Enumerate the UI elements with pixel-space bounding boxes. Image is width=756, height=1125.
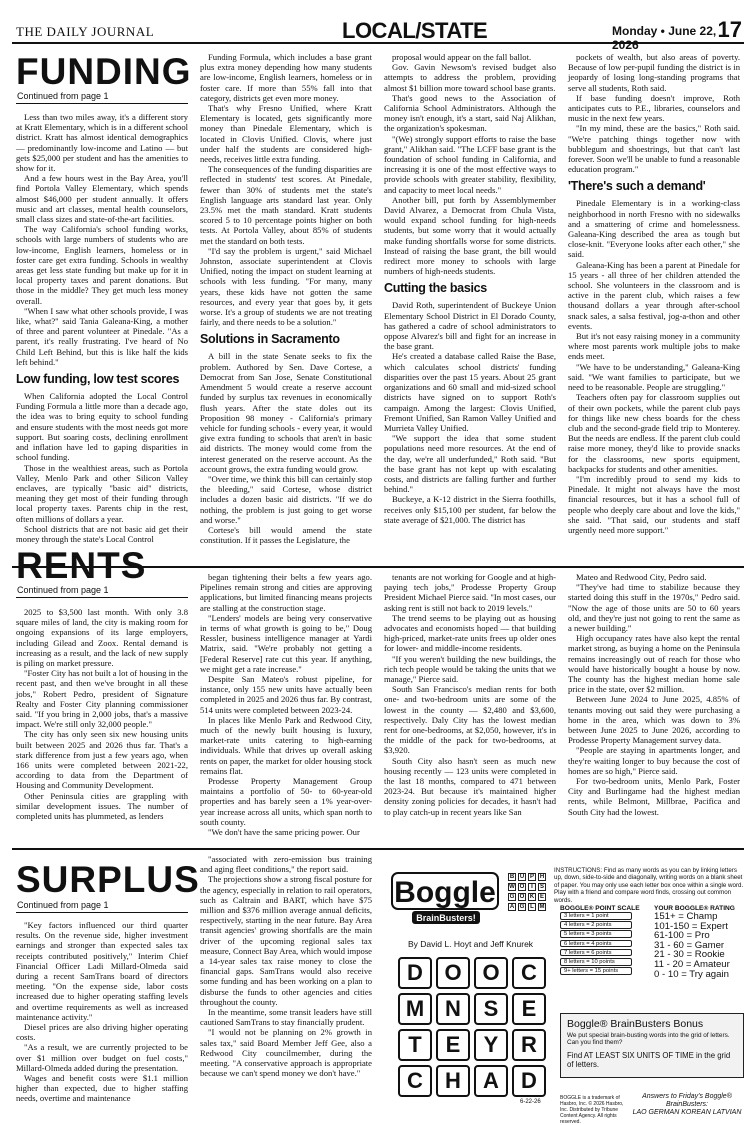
paragraph: pockets of wealth, but also areas of poverty. Because of low per-pupil funding the district is in jeopardy of losing long-standing programs that serve all students, Roth said. xyxy=(568,52,740,93)
paragraph: South City also hasn't seen as much new housing recently — 123 units were completed in the last 18 months, compared to 471 between 2023-24. But because it's maintained higher density zoning policies for decades, it hasn't had to play catch-up in recent years like San xyxy=(384,755,556,817)
paragraph: Those in the wealthiest areas, such as Portola Valley, Menlo Park and other Silicon Valley enclaves, are typically "basic aid" districts, meaning they get most of their funding through local property taxes. Parents chip in the rest, often millions of dollars a year. xyxy=(16,462,188,524)
paragraph: He's created a database called Raise the Base, which calculates school districts' funding disparities over the past 15 years. About 25 grant organizations and 60 small and mid-sized school districts have signed on to support Roth's campaign. Among the largest: Clovis Unified, Fremont Unified, San Ramon Valley Unified and Murrieta Valley Unified. xyxy=(384,351,556,433)
boggle-point-scale xyxy=(560,905,640,976)
boggle-puzzle xyxy=(390,867,744,1125)
paragraph: "I would not be planning on 2% growth in sales tax," said Board Member Jeff Gee, also a Redwood City councilmember, during the meeting. "A conservative approach is appropriate because we can't spend money we don't have." xyxy=(200,1027,372,1079)
funding-col4-paras xyxy=(568,52,740,174)
mini-grid-cell: G xyxy=(509,894,515,900)
rating-item: 61-100 = Pro xyxy=(654,930,710,942)
mini-grid-cell: B xyxy=(509,874,515,880)
boggle-letter-grid xyxy=(398,957,548,1101)
paragraph: "I'd say the problem is urgent," said Michael Johnston, associate superintendent at Clovis Unified, noting the impact on student learning at schools with less funding. "For many, many years, these kids have not gotten the same resources, and every year that goes by, it gets worse. It's a group of students we are not treating fairly, and there needs to be a solution." xyxy=(200,245,372,328)
mini-grid-cell: E xyxy=(539,894,544,900)
funding-column-3 xyxy=(384,52,556,560)
mini-grid-cell: G xyxy=(519,904,525,910)
boggle-logo-sub: BrainBusters! xyxy=(416,913,476,923)
funding-col3b-paras xyxy=(384,300,556,524)
paragraph: "If you weren't building the new buildings, the rich tech people would be taking the units that we manage," Pierce said. xyxy=(384,653,556,685)
grid-row xyxy=(398,1065,548,1097)
boggle-logo-word: Boggle xyxy=(394,876,496,909)
paragraph: 2025 to $3,500 last month. With only 3.8 square miles of land, the city is making room for ongoing expansions of its large employers, including Gilead and Zoox. Rental demand is increasing as a result, and the lack of new supply is piling on market pressure. xyxy=(16,607,188,669)
masthead xyxy=(12,17,744,52)
paragraph: "Over time, we think this bill can certainly stop the bleeding," said Cortese, whose district includes a dozen basic aid districts. "If we do nothing, the problem is just going to get worse and worse." xyxy=(200,473,372,525)
paragraph: Another bill, put forth by Assemblymember David Alvarez, a Democrat from Chula Vista, would expand school funding for high-needs students, but some worry that it would actually make funding shortfalls worse for some districts. Instead of raising the base grant, the bill would redirect more money to schools with large numbers of high-needs students. xyxy=(384,194,556,277)
letter-cube: S xyxy=(474,993,508,1025)
paragraph: "Lenders' models are being very conservative in terms of what growth is going to be," Doug Ressler, business intelligence manager at Yardi Matrix, said. "We're probably not getting a [Federal Reserve] rate cut this year. If anything, we might get a rate increase." xyxy=(200,612,372,674)
surplus-col1-paras xyxy=(16,920,188,1104)
funding-col2-paras xyxy=(200,52,372,327)
mini-grid-cell: L xyxy=(528,903,536,911)
boggle-rating xyxy=(654,905,735,979)
paragraph: "We don't have the same pricing power. Our xyxy=(208,827,360,838)
paragraph: Prodesse Property Management Group maintains a portfolio of 50- to 60-year-old properties and has barely seen a 1% year-over-year increase across all units, which span north to south county. xyxy=(200,776,372,827)
surplus-col2-paras xyxy=(200,854,372,1078)
grid-row xyxy=(398,1029,548,1061)
funding-column-2 xyxy=(200,52,372,560)
boggle-bonus-box xyxy=(560,1013,744,1078)
paragraph: The consequences of the funding disparities are reflected in students' test scores. At Pinedale, fewer than 30% of students met the state's English language arts standard last year. Only 23.5% met the math standard. Kratt students scored 5 to 10 percentage points higher on both tests. At Portola Valley, about 85% of students met the standard on both tests. xyxy=(200,164,372,246)
subhead-solutions: Solutions in Sacramento xyxy=(200,332,340,347)
grid-row xyxy=(398,957,548,989)
divider xyxy=(16,103,188,104)
rating-item: 101-150 = Expert xyxy=(654,920,728,932)
paragraph: The way California's school funding works, schools with large numbers of students who are low-income, English learners, homeless or in foster care get extra funding. Schools in wealthy areas get less state funding but make up for it in local property taxes and parent donations. But those in the middle? They get much less money overall. xyxy=(16,224,188,306)
paragraph: For two-bedroom units, Menlo Park, Foster City and Burlingame had the highest median rents, while Belmont, Millbrae, Pacifica and South City had the lowest. xyxy=(568,776,740,817)
paragraph: tenants are not working for Google and at high-paying tech jobs," Prodesse Property Group President Michael Pierce said. "In most cases, our asking rent is still not back to 2019 levels." xyxy=(384,572,556,613)
letter-cube: Y xyxy=(474,1029,508,1061)
rents-continued: Continued from page 1 xyxy=(17,585,109,595)
paragraph: The projections show a strong fiscal posture for the agency, especially in relation to rail operators, such as Caltrain and BART, which have $75 million and $376 million average annual deficits, respectively, starting in the near future. Bay Area transit agencies' growing shortfalls are the main driver of the upcoming regional sales tax measure, Connect Bay Area, which would impose a 14-year sales tax raise money to close the financial gaps. SamTrans would also receive some funding and has been working on a plan to disburse the funds to other agencies and cities throughout the county. xyxy=(200,874,372,1007)
mini-grid-cell: I xyxy=(528,883,536,891)
mini-grid-cell: M xyxy=(539,904,545,910)
paragraph: "associated with zero-emission bus training and aging fleet conditions," the report said. xyxy=(200,854,372,875)
rating-item: 151+ = Champ xyxy=(654,911,718,922)
boggle-mini-grid xyxy=(508,873,546,913)
paragraph: "(We) strongly support efforts to raise the base grant," Alikhan said. "The LCFF base grant is the foundation of school funding in California, and increasing it is one of the most effective ways to provide schools with greater stability, flexibility, and capacity to meet local needs." xyxy=(384,133,556,195)
mini-grid-cell: A xyxy=(509,904,515,910)
point-scale-title: BOGGLE® POINT SCALE xyxy=(560,905,640,912)
paragraph: But it's not easy raising money in a community where most parents work multiple jobs to make ends meet. xyxy=(568,331,740,362)
funding-column-4 xyxy=(568,52,740,560)
mini-grid-cell: W xyxy=(509,884,515,890)
paragraph: In the meantime, some transit leaders have still cautioned SamTrans to stay financially prudent. xyxy=(200,1007,372,1028)
point-scale-item: 9+ letters = 15 points xyxy=(560,967,632,975)
paragraph: The city has only seen six new housing units built between 2025 and 2026 thus far. That's a stark difference from just a few years ago, when 166 units were completed between 2021-22, according to data from the Department of Housing and Community Development. xyxy=(16,729,188,791)
point-scale-item: 4 letters = 2 points xyxy=(560,921,632,929)
rents-col4-paras xyxy=(568,572,740,817)
letter-cube: D xyxy=(398,957,432,989)
point-scale-item: 8 letters = 10 points xyxy=(560,958,632,966)
funding-col2b-paras xyxy=(200,351,372,545)
letter-cube: C xyxy=(512,957,546,989)
paragraph: "They've had time to stabilize because they started doing this stuff in the 1970s," Pedro said. "Now the age of those units are 50 to 60 years old, and they're just not going to rent the same as a newer building." xyxy=(568,582,740,634)
funding-continued: Continued from page 1 xyxy=(17,91,109,101)
mini-grid-cell: O xyxy=(519,894,525,900)
paragraph: Funding Formula, which includes a base grant plus extra money depending how many students are low-income, English learners, homeless or in foster care. If more than 55% fall into that category, districts get even more money. xyxy=(200,52,372,103)
issue-date: Monday • June 22, 2026 xyxy=(612,24,717,52)
paragraph: When California adopted the Local Control Funding Formula a little more than a decade ago, the idea was to bring equity to school funding and ensure students with the most needs got more support. But soaring costs, declining enrollment and inflation have led to gaping disparities in school funding. xyxy=(16,391,188,463)
rents-column-1 xyxy=(16,607,188,841)
section-title: LOCAL/STATE xyxy=(342,18,488,43)
mini-grid-cell: S xyxy=(539,884,544,890)
paragraph: "We support the idea that some student populations need more resources. At the end of the day, we're all underfunded," Roth said. "But the base grant has not kept up with escalating costs, and districts are falling further and further behind." xyxy=(384,433,556,495)
paragraph: "Foster City has not built a lot of housing in the recent past, and then we've brought in all these jobs," Robert Pedro, president of Signature Realty and Foster City planning commissioner said. "If you bring in 2,000 jobs, that's a massive impact. We're still only 32,000 people." xyxy=(16,668,188,730)
bonus-title: Boggle® BrainBusters Bonus xyxy=(567,1018,704,1030)
paragraph: Galeana-King has been a parent at Pinedale for 15 years - all three of her children attended the school. She volunteers in the classroom and is active in the parent club, which raises a few thousand dollars a year through after-school snack sales, a salsa festival, jog-a-thon and other events. xyxy=(568,259,740,331)
paragraph: School districts that are not basic aid get their money through the state's Local Control xyxy=(16,523,188,544)
bonus-challenge: Find AT LEAST SIX UNITS OF TIME in the grid of letters. xyxy=(567,1051,731,1069)
page-number: 17 xyxy=(717,17,742,42)
rents-col3-paras xyxy=(384,572,556,817)
rating-item: 21 - 30 = Rookie xyxy=(654,949,725,961)
subhead-low-funding: Low funding, low test scores xyxy=(16,372,180,387)
mini-grid-cell: O xyxy=(519,884,525,890)
funding-headline: FUNDING xyxy=(16,51,192,92)
mini-grid-cell: P xyxy=(529,874,534,880)
letter-cube: H xyxy=(436,1065,470,1097)
point-scale-item: 5 letters = 3 points xyxy=(560,930,632,938)
mini-grid-cell: H xyxy=(539,874,545,880)
paragraph: Other Peninsula cities are grappling with similar development issues. The number of completed units has plummeted, as lenders xyxy=(16,790,188,822)
divider xyxy=(16,597,188,598)
paragraph: And a few hours west in the Bay Area, you'll find Portola Valley Elementary, which spends almost $46,000 per student annually. It offers music and art classes, mental health counselors, small class sizes and state-of-the-art facilities. xyxy=(16,173,188,225)
boggle-date-code: 6-22-26 xyxy=(520,1099,541,1105)
funding-column-1 xyxy=(16,112,188,560)
answers-list: LAO GERMAN KOREAN LATVIAN xyxy=(632,1109,742,1116)
paragraph: "As a result, we are currently projected to be over $1 million over budget on fuel costs," Millard-Olmeda added during the presentation. xyxy=(16,1042,188,1073)
mini-grid-cell: U xyxy=(519,874,525,880)
subhead-demand: 'There's such a demand' xyxy=(568,179,706,194)
letter-cube: O xyxy=(474,957,508,989)
surplus-headline: SURPLUS xyxy=(16,859,200,900)
paragraph: Between June 2024 to June 2025, 4.85% of tenants moving out said they were purchasing a home in the area, which was down to 3% between June 2025 to June 2026, according to Prodesse Property Management survey data. xyxy=(568,694,740,746)
point-scale-item: 6 letters = 4 points xyxy=(560,940,632,948)
boggle-instructions: INSTRUCTIONS: Find as many words as you can by linking letters up, down, side-to-side and diagonally, writing words on a blank sheet of paper. You may only use each letter box once within a single word. Play with a friend and compare word finds, crossing out common words. xyxy=(554,867,744,904)
paragraph: "Key factors influenced our third quarter results. On the revenue side, higher investment earnings and stronger than expected sales tax receipts contributed positively," Interim Chief Financial Officer Ladi Millard-Olmeda said during a recent SamTrans board of directors meeting. "On the expense side, labor costs increased due to higher operating staffing levels and overtime requirements as well as increased maintenance activity." xyxy=(16,920,188,1022)
funding-col4b-paras xyxy=(568,198,740,535)
point-scale-item: 7 letters = 6 points xyxy=(560,949,632,957)
paragraph: Less than two miles away, it's a different story at Kratt Elementary, which is in a different school district. Kratt has almost identical demographics — predominantly low-income and Latino — but gets $25,000 per student and has the amenities to show for it. xyxy=(16,112,188,174)
point-scale-item: 3 letters = 1 point xyxy=(560,912,632,920)
paragraph: That's good news to the Association of California School Administrators. Although the money isn't enough, it's a start, said Naj Alikhan, the organization's spokesman. xyxy=(384,92,556,134)
rating-item: 11 - 20 = Amateur xyxy=(654,958,730,970)
paragraph: Mateo and Redwood City, Pedro said. xyxy=(576,572,707,582)
letter-cube: N xyxy=(436,993,470,1025)
funding-col1b-paras xyxy=(16,391,188,544)
surplus-column-2 xyxy=(200,854,372,1112)
bonus-subtitle: We put special brain-busting words into the grid of letters. Can you find them? xyxy=(567,1032,730,1046)
paragraph: Diesel prices are also driving higher operating costs. xyxy=(16,1022,188,1043)
rating-item: 0 - 10 = Try again xyxy=(654,968,729,980)
letter-cube: E xyxy=(436,1029,470,1061)
boggle-authors: By David L. Hoyt and Jeff Knurek xyxy=(408,939,534,949)
subhead-cutting: Cutting the basics xyxy=(384,281,487,296)
paragraph: Pinedale Elementary is in a working-class neighborhood in north Fresno with no sidewalks and a smattering of crime and homelessness. Galeana-King described the area as tough but close-knit. "Everyone looks after each other," she said. xyxy=(568,198,740,260)
paragraph: South San Francisco's median rents for both one- and two-bedroom units are some of the lowest in the county — $2,480 and $3,600, respectively. Daly City has the lowest median rent for one-bedrooms, at $2,050, however, it's in the middle of the pack for two-bedrooms, at $3,920. xyxy=(384,684,556,756)
mini-grid-cell: K xyxy=(529,894,535,900)
paragraph: David Roth, superintendent of Buckeye Union Elementary School District in El Dorado County, has gathered a cadre of school administrators to oppose Alvarez's bill and fight for an increase in the base grant. xyxy=(384,300,556,352)
grid-row xyxy=(398,993,548,1025)
paragraph: Cortese's bill would amend the state constitution. If it passes the Legislature, the xyxy=(200,524,372,546)
paragraph: Teachers often pay for classroom supplies out of their own pockets, while the parent club pays for things like new chess boards for the chess club and the second-grade field trip to Monterey. But the needs are endless. If the parent club could raise more money, they'd like to provide snacks for the classrooms, new sports equipment, backpacks for students and other amenities. xyxy=(568,392,740,474)
funding-col3-paras xyxy=(384,52,556,276)
rents-column-3 xyxy=(384,572,556,841)
paragraph: Wages and benefit costs were $1.1 million higher than expected, due to higher staffing needs, overtime and maintenance xyxy=(16,1073,188,1104)
rents-col1-paras xyxy=(16,607,188,821)
letter-cube: C xyxy=(398,1065,432,1097)
newspaper-name: THE DAILY JOURNAL xyxy=(16,24,155,39)
letter-cube: E xyxy=(512,993,546,1025)
surplus-column-1 xyxy=(16,920,188,1112)
paragraph: "We have to be understanding," Galeana-King said. "We want families to participate, but we need to be reasonable. People are struggling." xyxy=(568,361,740,393)
rents-headline: RENTS xyxy=(16,545,147,586)
paragraph: That's why Fresno Unified, where Kratt Elementary is located, gets significantly more money than Pinedale Elementary, which is located in Clovis Unified. Clovis, where just under half the students are considered high-needs, receives little extra funding. xyxy=(200,103,372,165)
rents-col2-paras xyxy=(200,572,372,837)
divider xyxy=(16,912,188,913)
paragraph: The trend seems to be playing out as housing advocates and economists hoped — that building high-priced, market-rate units frees up older ones for lower- and middle-income residents. xyxy=(384,612,556,654)
rents-column-4 xyxy=(568,572,740,841)
letter-cube: D xyxy=(512,1065,546,1097)
letter-cube: T xyxy=(398,1029,432,1061)
paragraph: A bill in the state Senate seeks to fix the problem. Authored by Sen. Dave Cortese, a Democrat from San Jose, Senate Constitutional Amendment 5 would create a reserve account funded by surplus tax revenues in economically flush years. After the state doles out its Proposition 98 money - California's primary vehicle for funding schools - every year, it would give extra funding to schools that aren't in basic aid districts. The money would come from the interest generated on the reserve account. As the account grows, the extra funding would grow. xyxy=(200,351,372,474)
surplus-continued: Continued from page 1 xyxy=(17,900,109,910)
paragraph: If base funding doesn't improve, Roth anticipates cuts to P.E., libraries, counselors and music in the next few years. xyxy=(568,92,740,124)
paragraph: Buckeye, a K-12 district in the Sierra foothills, receives only $15,100 per student, far below the state average of $21,000. The district has xyxy=(384,494,556,525)
rating-title: YOUR BOGGLE® RATING xyxy=(654,905,735,912)
rents-column-2 xyxy=(200,572,372,841)
paragraph: began tightening their belts a few years ago. Pipelines remain strong and cities are approving applications, but limited financing means projects are stalling at the construction stage. xyxy=(200,572,372,613)
paragraph: "I'm incredibly proud to send my kids to Pinedale. It might not always have the most financial resources, but it has a school full of people who deeply care about and love the kids," she said. "That said, our students and staff urgently need more support." xyxy=(568,473,740,535)
letter-cube: O xyxy=(436,957,470,989)
section-divider xyxy=(12,848,744,850)
paragraph: Despite San Mateo's robust pipeline, for instance, only 155 new units have actually been completed in 2025 and 2026 thus far. By contrast, 514 units were completed between 2023-24. xyxy=(200,674,372,715)
boggle-logo xyxy=(390,871,502,927)
funding-col1-paras xyxy=(16,112,188,367)
paragraph: "When I saw what other schools provide, I was like, what?" said Tania Galeana-King, a mother of three and parent volunteer at Pinedale. "As a parent, it's really frustrating. I've heard of No Child Left Behind, but this is like half the kids left behind." xyxy=(16,305,188,367)
paragraph: Gov. Gavin Newsom's revised budget also attempts to address the problem, providing almost $1 billion more toward school base grants. xyxy=(384,62,556,93)
paragraph: "In my mind, these are the basics," Roth said. "We're patching things together now with bubblegum and shoestrings, but that can't last forever. Soon we'll be unable to fund a reasonable education program." xyxy=(568,123,740,175)
paragraph: proposal would appear on the fall ballot. xyxy=(392,52,532,62)
letter-cube: A xyxy=(474,1065,508,1097)
paragraph: In places like Menlo Park and Redwood City, much of the newly built housing is luxury, market-rate units catering to high-earning individuals. While that drives up overall asking rents on paper, the market for older housing stock remains flat. xyxy=(200,714,372,776)
boggle-trademark: BOGGLE is a trademark of Hasbro, Inc. © 2026 Hasbro, Inc. Distributed by Tribune Content Agency. All rights reserved. xyxy=(560,1095,624,1125)
letter-cube: M xyxy=(398,993,432,1025)
rating-item: 31 - 60 = Gamer xyxy=(654,939,725,951)
letter-cube: R xyxy=(512,1029,546,1061)
answers-title: Answers to Friday's Boggle® BrainBusters: xyxy=(642,1093,732,1108)
boggle-answers xyxy=(630,1093,744,1117)
paragraph: High occupancy rates have also kept the rental market strong, as buying a home on the Peninsula remains increasingly out of reach for those who would have historically bought a house by now. The county has the highest median home sale price in the state, over $2 million. xyxy=(568,633,740,695)
paragraph: "People are staying in apartments longer, and they're waiting longer to buy because the cost of homes are so high," Pierce said. xyxy=(568,745,740,776)
